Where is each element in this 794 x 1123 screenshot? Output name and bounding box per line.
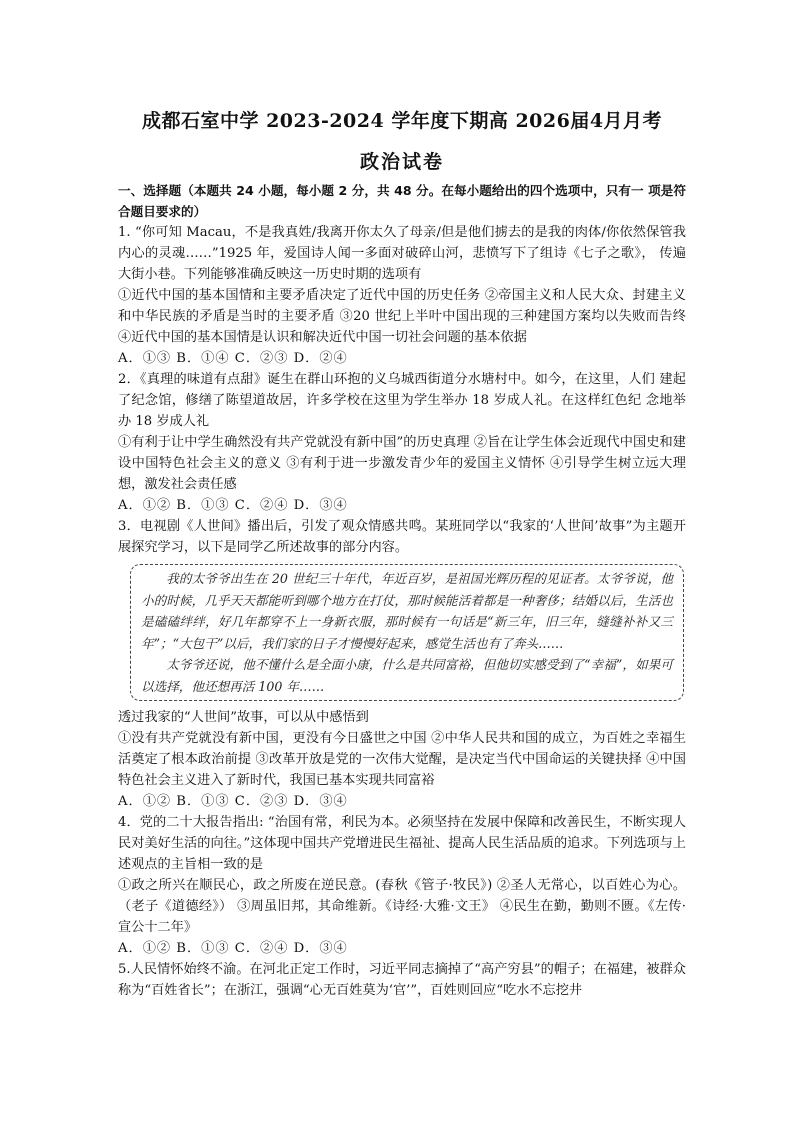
question-statements: ①没有共产党就没有新中国，更没有今日盛世之中国 ②中华人民共和国的成立，为百姓之幸福生活奠定了根本政治前提 ③改革开放是党的一次伟大觉醒，是决定当代中国命运的关键抉择 ④中国特色社会主义进入了新时代，我国已基本实现共同富裕 [118,731,686,788]
section-heading: 一、选择题（本题共 24 小题，每小题 2 分，共 48 分。在每小题给出的四个选项中，只有一 项是符合题目要求的） [118,183,686,219]
question-options: A．①② B．①③ C．②④ D．③④ [118,498,348,513]
question-stem: 2．《真理的味道有点甜》诞生在群山环抱的义乌城西街道分水塘村中。如今，在这里，人们 建起了纪念馆，修缮了陈望道故居，许多学校在这里为学生举办 18 岁成人礼。在这样红色纪 念地举办 18 岁成人礼 [118,372,686,429]
exam-content [118,180,686,1001]
question-stem: 5.人民情怀始终不渝。在河北正定工作时，习近平同志摘掉了“高产穷县”的帽子；在福建，被群众称为“百姓省长”；在浙江，强调“心无百姓莫为‘官’”，百姓则回应“吃水不忘挖井 [118,962,686,998]
question-3 [118,516,686,812]
question-4 [118,812,686,959]
story-paragraph: 我的太爷爷出生在 20 世纪三十年代，年近百岁，是祖国光辉历程的见证者。太爷爷说，他小的时候，几乎天天都能听到哪个地方在打仗，那时候能活着都是一种奢侈；结婚以后，生活也是磕磕绊绊，好几年都穿不上一身新衣服，那时候有一句话是“新三年，旧三年，缝缝补补又三年”；“大包干”以后，我们家的日子才慢慢好起来，感觉生活也有了奔头…… [141,571,673,651]
story-paragraph: 太爷爷还说，他不懂什么是全面小康，什么是共同富裕，但他切实感受到了“幸福”，如果可以选择，他还想再活 100 年…… [141,657,673,694]
question-2 [118,369,686,516]
question-statements: ①有利于让中学生确然没有共产党就没有新中国”的历史真理 ②旨在让学生体会近现代中国史和建设中国特色社会主义的意义 ③有利于进一步激发青少年的爱国主义情怀 ④引导学生树立远大理想，激发社会责任感 [118,435,686,492]
question-stem: 1. “你可知 Macau，不是我真姓/我离开你太久了母亲/但是他们掳去的是我的肉体/你依然保管我内心的灵魂……”1925 年，爱国诗人闻一多面对破碎山河，悲愤写下了组诗《七子之歌》， 传遍大街小巷。下列能够准确反映这一历史时期的选项有 [118,225,686,282]
question-stem: 3．电视剧《人世间》播出后，引发了观众情感共鸣。某班同学以“我家的‘人世间’故事”为主题开展探究学习，以下是同学乙所述故事的部分内容。 [118,519,686,555]
story-box [130,564,684,701]
question-statements: ①近代中国的基本国情和主要矛盾决定了近代中国的历史任务 ②帝国主义和人民大众、封建主义和中华民族的矛盾是当时的主要矛盾 ③20 世纪上半叶中国出现的三种建国方案均以失败而告终 ④近代中国的基本国情是认识和解决近代中国一切社会问题的基本依据 [118,288,686,345]
question-stem: 4．党的二十大报告指出: “治国有常，利民为本。必须坚持在发展中保障和改善民生，不断实现人民对美好生活的向往。”这体现中国共产党增进民生福祉、提高人民生活品质的追求。下列选项与上述观点的主旨相一致的是 [118,815,686,872]
question-options: A．①② B．①③ C．②④ D．③④ [118,941,348,956]
question-statements: ①政之所兴在顺民心，政之所废在逆民意。(春秋《管子·牧民》) ②圣人无常心，以百姓心为心。（老子《道德经》） ③周虽旧邦，其命维新。《诗经·大雅·文王》 ④民生在勤，勤则不匮。《左传·宣公十二年》 [118,878,686,935]
page-title: 成都石室中学 2023-2024 学年度下期高 2026届4月月考 [141,110,663,132]
question-options: A．①② B．①③ C．②③ D．③④ [118,794,348,809]
page-subtitle: 政治试卷 [359,151,444,173]
question-options: A．①③ B．①④ C．②③ D．②④ [118,351,348,366]
question-5 [118,959,686,1001]
question-lead: 透过我家的“人世间”故事，可以从中感悟到 [118,710,369,725]
question-1 [118,222,686,369]
